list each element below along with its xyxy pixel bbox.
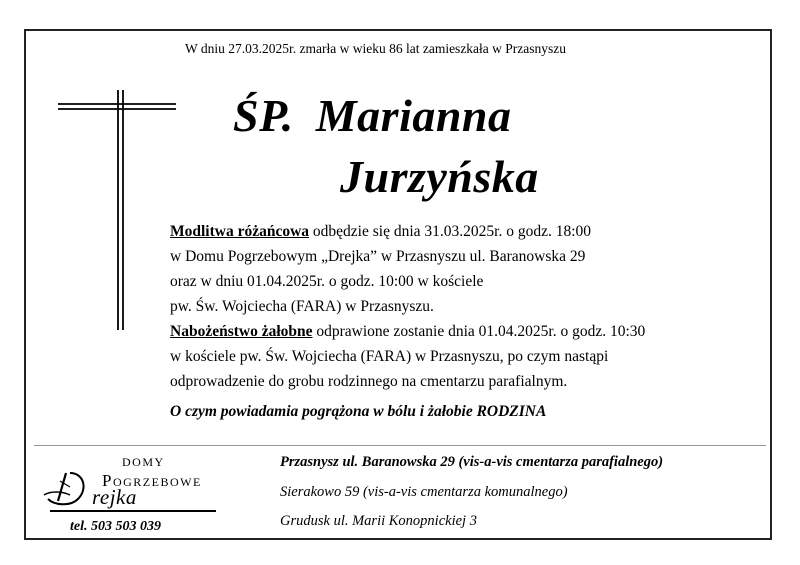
cross-icon	[58, 90, 176, 330]
rosary-line	[170, 219, 645, 244]
body-line-2: w Domu Pogrzebowym „Drejka” w Przasnyszu ul. Baranowska 29	[170, 248, 586, 265]
family-closing: O czym powiadamia pogrążona w bólu i żałobie RODZINA	[170, 403, 547, 420]
body-line-6: w kościele pw. Św. Wojciecha (FARA) w Przasnyszu, po czym nastąpi	[170, 348, 609, 365]
body-line-7: odprowadzenie do grobu rodzinnego na cmentarzu parafialnym.	[170, 373, 568, 390]
body-line-3: oraz w dniu 01.04.2025r. o godz. 10:00 w kościele	[170, 273, 484, 290]
ceremony-details	[170, 219, 645, 394]
name-prefix: ŚP.	[233, 90, 294, 141]
death-notice-header: W dniu 27.03.2025r. zmarła w wieku 86 lat zamieszkała w Przasnyszu	[185, 41, 567, 56]
rosary-label: Modlitwa różańcowa	[170, 223, 310, 240]
logo-drejka: rejka	[92, 485, 137, 509]
last-name: Jurzyńska	[340, 151, 539, 202]
mass-details: odprawione zostanie dnia 01.04.2025r. o godz. 10:30	[312, 323, 646, 340]
logo-pogrzebowe-rest: OGRZEBOWE	[112, 475, 202, 489]
mass-label: Nabożeństwo żałobne	[170, 323, 313, 340]
address-przasnysz: Przasnysz ul. Baranowska 29 (vis-a-vis cmentarza parafialnego)	[280, 454, 664, 470]
logo-pogrzebowe-initial: P	[102, 471, 113, 490]
footer-divider	[34, 445, 766, 446]
address-sierakowo: Sierakowo 59 (vis-a-vis cmentarza komunalnego)	[280, 484, 568, 500]
logo-underline	[50, 510, 216, 512]
address-grudusk: Grudusk ul. Marii Konopnickiej 3	[280, 513, 477, 529]
rosary-details: odbędzie się dnia 31.03.2025r. o godz. 18:00	[309, 223, 592, 240]
phone-number: tel. 503 503 039	[70, 519, 161, 534]
first-name: Marianna	[315, 90, 512, 141]
logo-domy: DOMY	[122, 455, 165, 469]
deceased-name-line1	[233, 89, 512, 142]
mass-line	[170, 319, 645, 344]
drejka-monogram-icon	[40, 467, 90, 509]
body-line-4: pw. Św. Wojciecha (FARA) w Przasnyszu.	[170, 298, 434, 315]
